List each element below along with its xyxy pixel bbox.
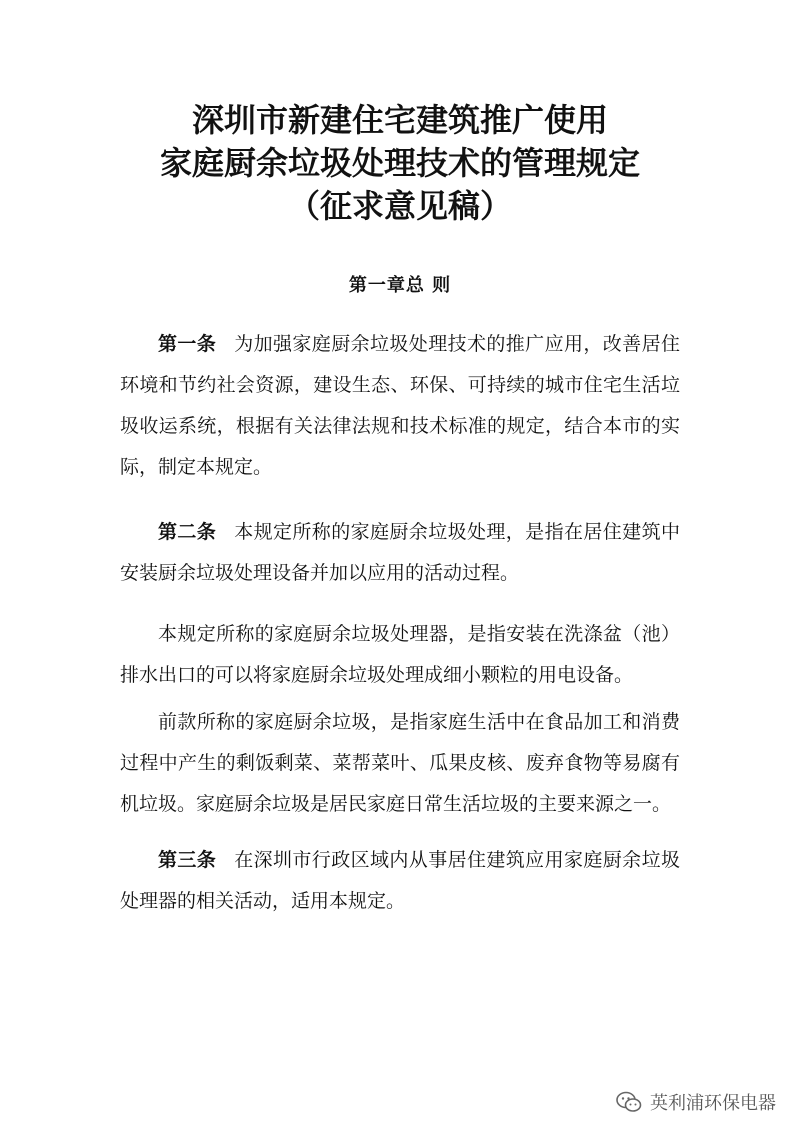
article-2-paragraph-3	[120, 702, 680, 825]
document-title-line3: （征求意见稿）	[287, 187, 512, 225]
article-1	[120, 324, 680, 488]
article-3	[120, 840, 680, 922]
wechat-icon	[616, 1091, 642, 1113]
article-text: 为加强家庭厨余垃圾处理技术的推广应用，改善居住环境和节约社会资源，建设生态、环保、可持续的城市住宅生活垃圾收运系统，根据有关法律法规和技术标准的规定，结合本市的实际，制定本规定。	[120, 333, 680, 478]
watermark-text: 英利浦环保电器	[650, 1093, 776, 1114]
document-title-line1: 深圳市新建住宅建筑推广使用	[191, 101, 608, 139]
article-text: 本规定所称的家庭厨余垃圾处理器，是指安装在洗涤盆（池）排水出口的可以将家庭厨余垃圾处理成细小颗粒的用电设备。	[120, 623, 680, 686]
article-text: 在深圳市行政区域内从事居住建筑应用家庭厨余垃圾处理器的相关活动，适用本规定。	[120, 849, 680, 912]
article-label: 第一条	[158, 333, 217, 355]
chapter-heading: 第一章总 则	[348, 275, 452, 296]
article-2-paragraph-2	[120, 614, 680, 696]
article-label: 第三条	[158, 849, 217, 871]
watermark	[616, 1089, 776, 1115]
article-2	[120, 512, 680, 594]
article-label: 第二条	[158, 521, 217, 543]
document-title-line2: 家庭厨余垃圾处理技术的管理规定	[159, 144, 640, 182]
article-text: 本规定所称的家庭厨余垃圾处理，是指在居住建筑中安装厨余垃圾处理设备并加以应用的活动过程。	[120, 521, 680, 584]
article-text: 前款所称的家庭厨余垃圾，是指家庭生活中在食品加工和消费过程中产生的剩饭剩菜、菜帮菜叶、瓜果皮核、废弃食物等易腐有机垃圾。家庭厨余垃圾是居民家庭日常生活垃圾的主要来源之一。	[120, 711, 680, 815]
